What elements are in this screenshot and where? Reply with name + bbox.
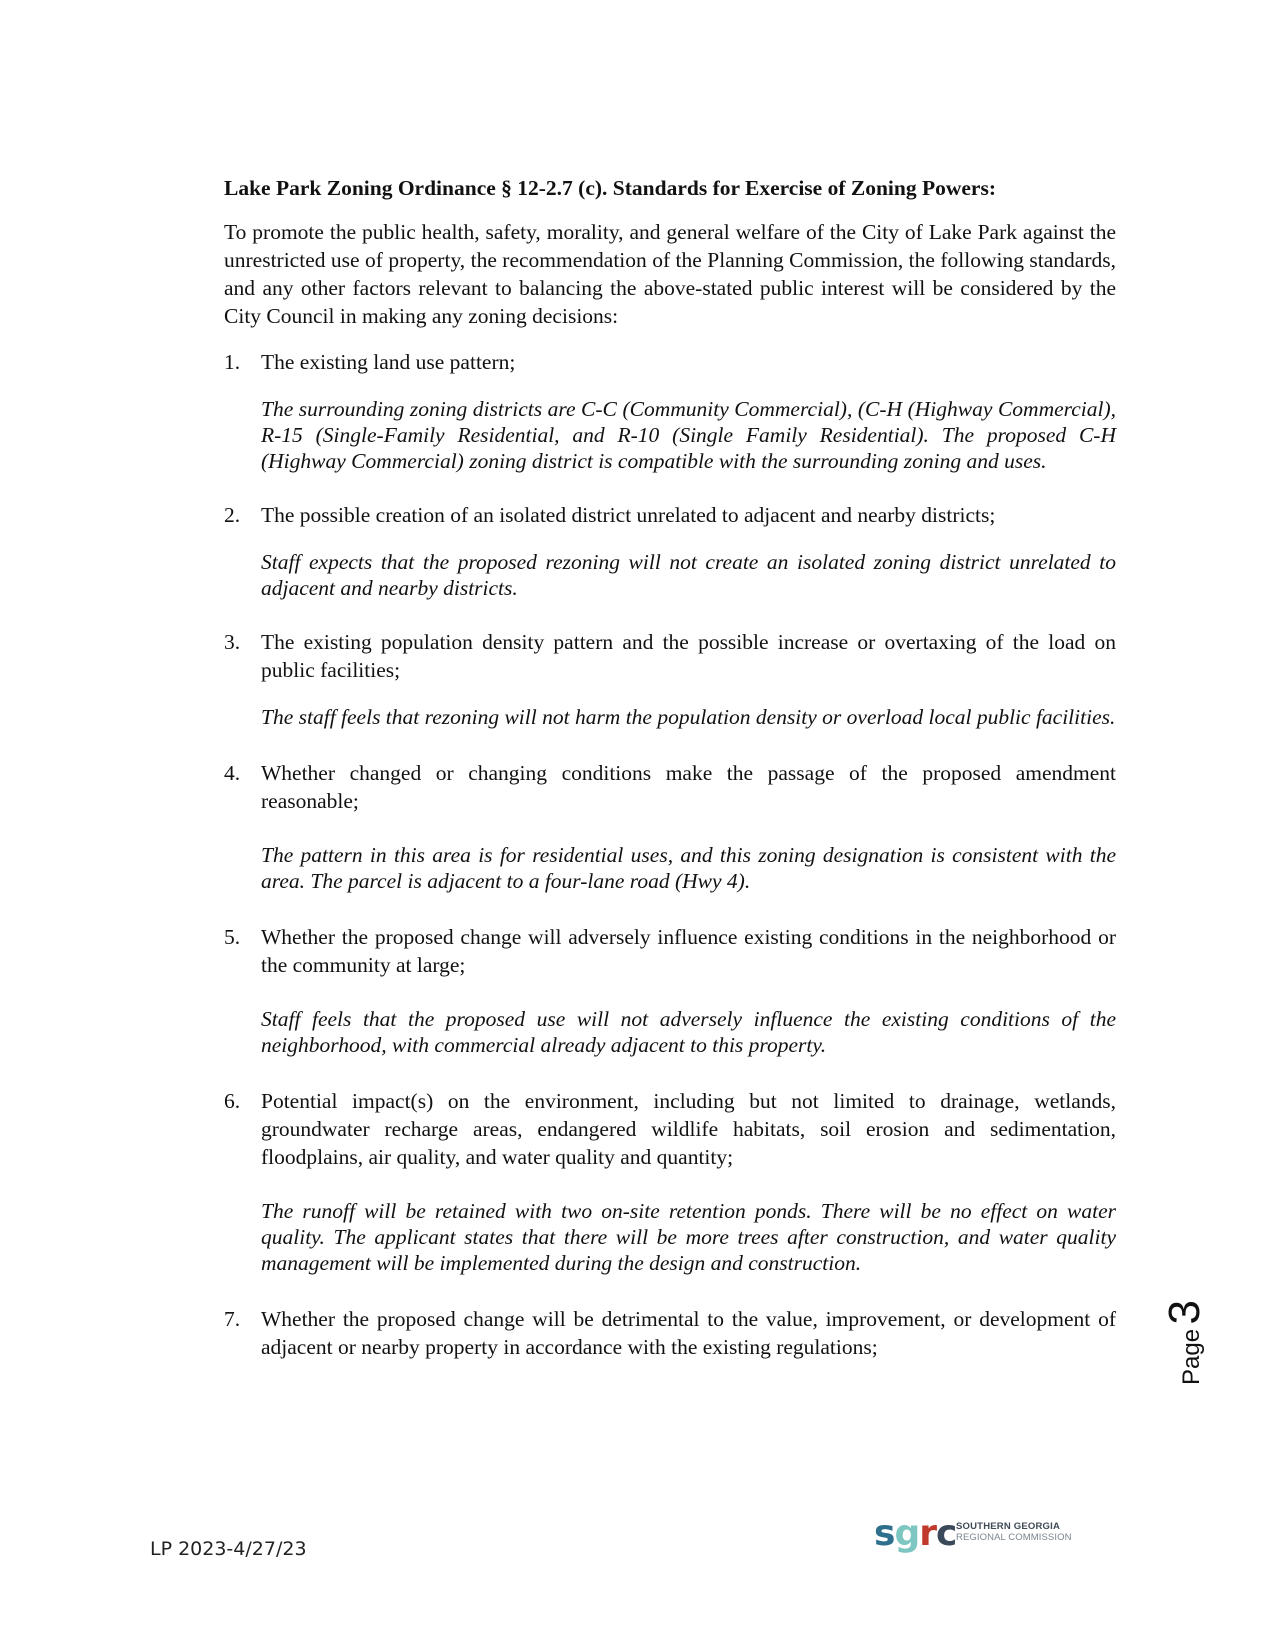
list-item [224, 628, 1116, 684]
item-standard: Whether changed or changing conditions make the passage of the proposed amendment reasonable; [261, 761, 1116, 813]
item-standard: Whether the proposed change will be detrimental to the value, improvement, or development of adjacent or nearby property in accordance with the existing regulations; [261, 1307, 1116, 1359]
item-standard: Whether the proposed change will adversely influence existing conditions in the neighborhood or the community at large; [261, 925, 1116, 977]
page-number-value: 3 [1160, 1300, 1209, 1325]
list-item [224, 501, 1116, 529]
logo-letter-g: g [894, 1513, 920, 1554]
logo-letter-s: s [874, 1513, 895, 1554]
staff-response: The pattern in this area is for residential uses, and this zoning designation is consistent with the area. The parcel is adjacent to a four-lane road (Hwy 4). [261, 843, 1116, 893]
item-standard: Potential impact(s) on the environment, including but not limited to drainage, wetlands, groundwater recharge areas, endangered wildlife habitats, soil erosion and sedimentation, floodplains, air quality, and water quality and quantity; [261, 1089, 1116, 1169]
section-heading: Lake Park Zoning Ordinance § 12-2.7 (c). Standards for Exercise of Zoning Powers: [224, 176, 997, 200]
staff-response: The surrounding zoning districts are C-C (Community Commercial), (C-H (Highway Commercial), R-15 (Single-Family Residential, and R-10 (Single Family Residential). The proposed C-H (Highway Commercial) zoning district is compatible with the surrounding zoning and uses. [261, 397, 1116, 473]
item-number: 5. [224, 925, 241, 949]
item-number: 1. [224, 350, 241, 374]
page-number [1160, 1265, 1220, 1385]
logo-letter-c: c [935, 1513, 957, 1554]
item-number: 7. [224, 1307, 241, 1331]
list-item [224, 923, 1116, 979]
footer-case-code: LP 2023-4/27/23 [150, 1538, 307, 1560]
sgrc-logo [874, 1513, 1074, 1556]
item-standard: The existing land use pattern; [261, 350, 516, 374]
logo-letter-r: r [919, 1513, 936, 1554]
logo-line-1: SOUTHERN GEORGIA [956, 1521, 1061, 1532]
page-label: Page [1178, 1328, 1205, 1385]
item-number: 3. [224, 630, 241, 654]
item-number: 6. [224, 1089, 241, 1113]
list-item [224, 1087, 1116, 1171]
item-number: 4. [224, 761, 241, 785]
intro-paragraph: To promote the public health, safety, morality, and general welfare of the City of Lake Park against the unrestricted use of property, the recommendation of the Planning Commission, the following standards, and any other factors relevant to balancing the above-stated public interest will be considered by the City Council in making any zoning decisions: [224, 220, 1116, 328]
logo-line-2: REGIONAL COMMISSION [956, 1532, 1072, 1543]
logo-mark [874, 1513, 957, 1554]
staff-response: Staff expects that the proposed rezoning will not create an isolated zoning district unrelated to adjacent and nearby districts. [261, 550, 1116, 600]
document-body [224, 174, 1116, 1361]
staff-response: Staff feels that the proposed use will not adversely influence the existing conditions of the neighborhood, with commercial already adjacent to this property. [261, 1007, 1116, 1057]
logo-wordmark [956, 1521, 1072, 1543]
item-standard: The existing population density pattern and the possible increase or overtaxing of the load on public facilities; [261, 630, 1116, 682]
item-standard: The possible creation of an isolated district unrelated to adjacent and nearby districts; [261, 503, 996, 527]
staff-response: The runoff will be retained with two on-site retention ponds. There will be no effect on water quality. The applicant states that there will be more trees after construction, and water quality management will be implemented during the design and construction. [261, 1199, 1116, 1275]
staff-response: The staff feels that rezoning will not harm the population density or overload local public facilities. [261, 705, 1116, 729]
list-item [224, 348, 1116, 376]
list-item [224, 1305, 1116, 1361]
list-item [224, 759, 1116, 815]
item-number: 2. [224, 503, 241, 527]
